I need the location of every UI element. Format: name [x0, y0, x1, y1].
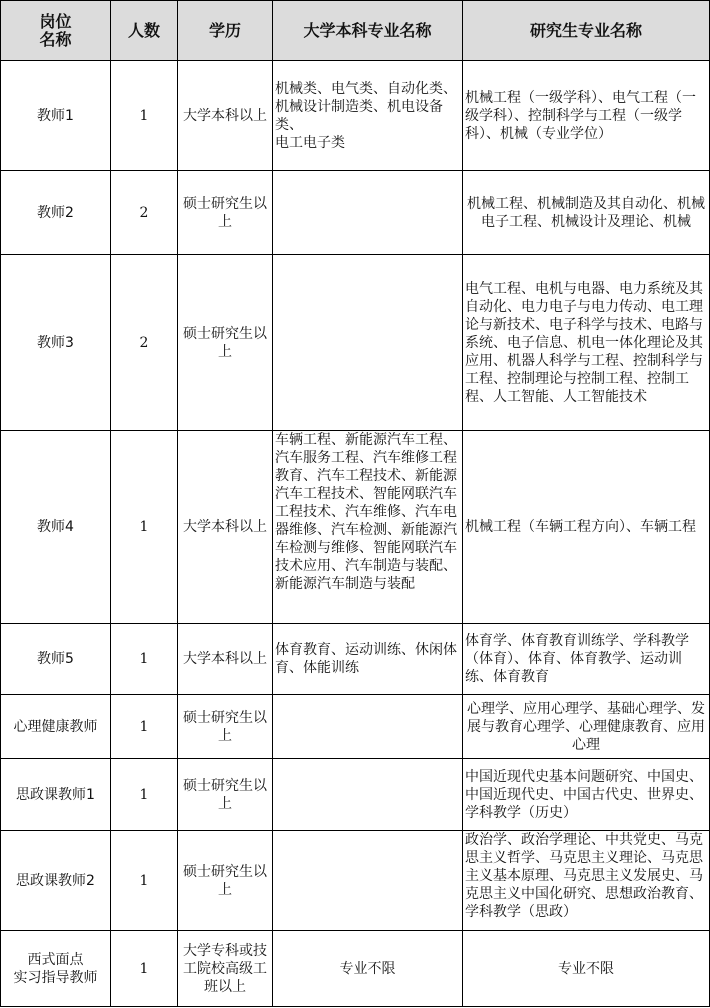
education-cell: 大学本科以上 [178, 431, 273, 624]
position-text: 西式面点 实习指导教师 [13, 951, 98, 986]
grad-major-cell [463, 831, 710, 931]
header-education: 学历 [178, 1, 273, 61]
count-cell: 1 [111, 931, 178, 1007]
position-cell: 思政课教师1 [1, 759, 111, 831]
undergrad-major-text: 机械类、电气类、自动化类、 机械设计制造类、机电设备类、 电工电子类 [275, 80, 457, 151]
table-row [1, 61, 710, 171]
header-grad-major: 研究生专业名称 [463, 1, 710, 61]
header-row [1, 1, 710, 61]
position-cell: 教师3 [1, 255, 111, 431]
count-cell: 2 [111, 171, 178, 255]
header-position: 岗位 名称 [1, 1, 111, 61]
undergrad-major-cell [273, 431, 463, 624]
table-row [1, 759, 710, 831]
grad-major-cell: 专业不限 [463, 931, 710, 1007]
grad-major-cell: 中国近现代史基本问题研究、中国史、中国近现代史、中国古代史、世界史、学科教学（历史） [463, 759, 710, 831]
count-cell: 1 [111, 431, 178, 624]
undergrad-major-cell [273, 695, 463, 759]
undergrad-major-text: 车辆工程、新能源汽车工程、汽车服务工程、汽车维修工程教育、汽车工程技术、新能源汽车工程技术、智能网联汽车工程技术、汽车维修、汽车电器维修、汽车检测、新能源汽车检测与维修、智能网联汽车技术应用、汽车制造与装配、新能源汽车制造与装配 [275, 432, 457, 592]
education-cell: 大学本科以上 [178, 624, 273, 695]
count-cell: 1 [111, 831, 178, 931]
header-undergrad-major: 大学本科专业名称 [273, 1, 463, 61]
position-cell: 教师2 [1, 171, 111, 255]
table-row [1, 255, 710, 431]
table-row [1, 931, 710, 1007]
count-cell: 1 [111, 61, 178, 171]
count-cell: 1 [111, 695, 178, 759]
undergrad-major-cell [273, 171, 463, 255]
grad-major-cell: 心理学、应用心理学、基础心理学、发展与教育心理学、心理健康教育、应用心理 [463, 695, 710, 759]
count-cell: 1 [111, 624, 178, 695]
table-row [1, 624, 710, 695]
count-cell: 2 [111, 255, 178, 431]
position-cell: 心理健康教师 [1, 695, 111, 759]
position-cell: 教师5 [1, 624, 111, 695]
education-cell: 硕士研究生以上 [178, 255, 273, 431]
education-cell: 大学专科或技工院校高级工班以上 [178, 931, 273, 1007]
undergrad-major-cell: 专业不限 [273, 931, 463, 1007]
grad-major-cell: 机械工程（一级学科）、电气工程（一级学科）、控制科学与工程（一级学科）、机械（专业学位） [463, 61, 710, 171]
undergrad-major-cell [273, 61, 463, 171]
undergrad-major-cell [273, 831, 463, 931]
position-cell: 教师1 [1, 61, 111, 171]
header-count: 人数 [111, 1, 178, 61]
education-cell: 硕士研究生以上 [178, 759, 273, 831]
grad-major-cell: 机械工程、机械制造及其自动化、机械电子工程、机械设计及理论、机械 [463, 171, 710, 255]
education-cell: 硕士研究生以上 [178, 831, 273, 931]
position-cell: 思政课教师2 [1, 831, 111, 931]
undergrad-major-cell: 体育教育、运动训练、休闲体育、体能训练 [273, 624, 463, 695]
grad-major-cell: 体育学、体育教育训练学、学科教学（体育）、体育、体育教学、运动训练、体育教育 [463, 624, 710, 695]
table-row [1, 171, 710, 255]
grad-major-cell: 机械工程（车辆工程方向）、车辆工程 [463, 431, 710, 624]
undergrad-major-cell [273, 759, 463, 831]
education-cell: 大学本科以上 [178, 61, 273, 171]
table-row [1, 831, 710, 931]
table-row [1, 695, 710, 759]
grad-major-text: 政治学、政治学理论、中共党史、马克思主义哲学、马克思主义理论、马克思主义基本原理、马克思主义发展史、马克思主义中国化研究、思想政治教育、学科教学（思政） [465, 832, 703, 920]
education-cell: 硕士研究生以上 [178, 171, 273, 255]
undergrad-major-cell [273, 255, 463, 431]
education-cell: 硕士研究生以上 [178, 695, 273, 759]
position-cell: 教师4 [1, 431, 111, 624]
count-cell: 1 [111, 759, 178, 831]
grad-major-cell: 电气工程、电机与电器、电力系统及其自动化、电力电子与电力传动、电工理论与新技术、电子科学与技术、电路与系统、电子信息、机电一体化理论及其应用、机器人科学与工程、控制科学与工程、控制理论与控制工程、控制工程、人工智能、人工智能技术 [463, 255, 710, 431]
position-cell [1, 931, 111, 1007]
table-row [1, 431, 710, 624]
